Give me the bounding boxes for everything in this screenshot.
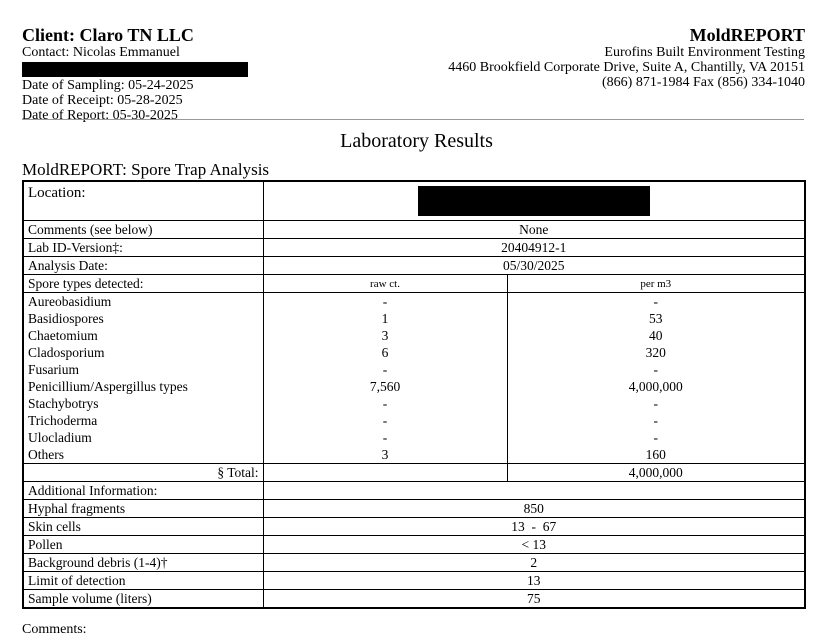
date-of-sampling: Date of Sampling: 05-24-2025 bbox=[22, 78, 194, 93]
comments-label: Comments (see below) bbox=[23, 221, 263, 239]
header-divider bbox=[22, 119, 804, 120]
spore-name: Others bbox=[23, 446, 263, 464]
spore-per-m3: - bbox=[507, 293, 805, 311]
total-per-m3: 4,000,000 bbox=[507, 464, 805, 482]
info-value: 13 bbox=[263, 572, 805, 590]
spore-per-m3: - bbox=[507, 395, 805, 412]
location-redaction bbox=[418, 186, 650, 216]
info-name: Pollen bbox=[23, 536, 263, 554]
table-row bbox=[23, 518, 805, 536]
section-title: MoldREPORT: Spore Trap Analysis bbox=[22, 160, 270, 179]
spore-name: Fusarium bbox=[23, 361, 263, 378]
raw-count-header: raw ct. bbox=[263, 275, 507, 293]
spore-name: Chaetomium bbox=[23, 327, 263, 344]
spore-per-m3: 53 bbox=[507, 310, 805, 327]
analysis-date-value: 05/30/2025 bbox=[263, 257, 805, 275]
info-name: Skin cells bbox=[23, 518, 263, 536]
spore-name: Stachybotrys bbox=[23, 395, 263, 412]
client-info-block bbox=[22, 26, 352, 123]
comments-row bbox=[23, 221, 805, 239]
lab-address: 4460 Brookfield Corporate Drive, Suite A, Chantilly, VA 20151 bbox=[448, 60, 805, 75]
spore-raw: - bbox=[263, 293, 507, 311]
table-row bbox=[23, 310, 805, 327]
spore-raw: - bbox=[263, 361, 507, 378]
table-row bbox=[23, 500, 805, 518]
spore-name: Ulocladium bbox=[23, 429, 263, 446]
date-of-report: Date of Report: 05-30-2025 bbox=[22, 108, 178, 123]
lab-id-label: Lab ID-Version‡: bbox=[23, 239, 263, 257]
page-title: Laboratory Results bbox=[340, 130, 493, 152]
lab-phone-fax: (866) 871-1984 Fax (856) 334-1040 bbox=[602, 75, 805, 90]
additional-info-header-row bbox=[23, 482, 805, 500]
info-value: 2 bbox=[263, 554, 805, 572]
info-name: Background debris (1-4)† bbox=[23, 554, 263, 572]
lab-info-block bbox=[385, 26, 805, 90]
info-name: Limit of detection bbox=[23, 572, 263, 590]
table-row bbox=[23, 446, 805, 464]
spore-per-m3: 320 bbox=[507, 344, 805, 361]
lab-name: Eurofins Built Environment Testing bbox=[604, 45, 805, 60]
location-row bbox=[23, 181, 805, 221]
comments-value: None bbox=[263, 221, 805, 239]
spore-raw: 7,560 bbox=[263, 378, 507, 395]
spore-per-m3: 4,000,000 bbox=[507, 378, 805, 395]
table-row bbox=[23, 378, 805, 395]
spore-raw: - bbox=[263, 412, 507, 429]
spore-name: Cladosporium bbox=[23, 344, 263, 361]
table-row bbox=[23, 293, 805, 311]
brand-title: MoldREPORT bbox=[689, 25, 805, 45]
spore-raw: - bbox=[263, 429, 507, 446]
spore-header-row bbox=[23, 275, 805, 293]
additional-info-blank bbox=[263, 482, 805, 500]
analysis-date-label: Analysis Date: bbox=[23, 257, 263, 275]
analysis-date-row bbox=[23, 257, 805, 275]
spore-raw: 1 bbox=[263, 310, 507, 327]
total-row bbox=[23, 464, 805, 482]
total-label: § Total: bbox=[23, 464, 263, 482]
total-raw bbox=[263, 464, 507, 482]
spore-raw: 6 bbox=[263, 344, 507, 361]
spore-name: Trichoderma bbox=[23, 412, 263, 429]
table-row bbox=[23, 572, 805, 590]
spore-per-m3: - bbox=[507, 361, 805, 378]
table-row bbox=[23, 327, 805, 344]
table-row bbox=[23, 395, 805, 412]
info-value: 75 bbox=[263, 590, 805, 609]
date-of-receipt: Date of Receipt: 05-28-2025 bbox=[22, 93, 183, 108]
comments-heading: Comments: bbox=[22, 622, 87, 637]
spore-per-m3: - bbox=[507, 429, 805, 446]
info-value: 13 - 67 bbox=[263, 518, 805, 536]
table-row bbox=[23, 412, 805, 429]
spore-name: Basidiospores bbox=[23, 310, 263, 327]
table-row bbox=[23, 361, 805, 378]
results-table bbox=[22, 180, 806, 609]
table-row bbox=[23, 554, 805, 572]
spore-per-m3: 160 bbox=[507, 446, 805, 464]
spore-raw: - bbox=[263, 395, 507, 412]
spore-per-m3: - bbox=[507, 412, 805, 429]
spore-name: Penicillium/Aspergillus types bbox=[23, 378, 263, 395]
lab-id-row bbox=[23, 239, 805, 257]
location-value bbox=[263, 181, 805, 221]
per-m3-header: per m3 bbox=[507, 275, 805, 293]
spore-raw: 3 bbox=[263, 446, 507, 464]
info-value: < 13 bbox=[263, 536, 805, 554]
contact-name: Contact: Nicolas Emmanuel bbox=[22, 45, 180, 60]
client-name: Client: Claro TN LLC bbox=[22, 25, 194, 45]
table-row bbox=[23, 536, 805, 554]
location-label: Location: bbox=[23, 181, 263, 221]
table-row bbox=[23, 429, 805, 446]
info-value: 850 bbox=[263, 500, 805, 518]
spore-name: Aureobasidium bbox=[23, 293, 263, 311]
table-row bbox=[23, 590, 805, 609]
spore-raw: 3 bbox=[263, 327, 507, 344]
additional-info-label: Additional Information: bbox=[23, 482, 263, 500]
lab-id-value: 20404912-1 bbox=[263, 239, 805, 257]
redaction-bar bbox=[22, 62, 248, 77]
spore-per-m3: 40 bbox=[507, 327, 805, 344]
info-name: Hyphal fragments bbox=[23, 500, 263, 518]
info-name: Sample volume (liters) bbox=[23, 590, 263, 609]
spore-header-label: Spore types detected: bbox=[23, 275, 263, 293]
table-row bbox=[23, 344, 805, 361]
